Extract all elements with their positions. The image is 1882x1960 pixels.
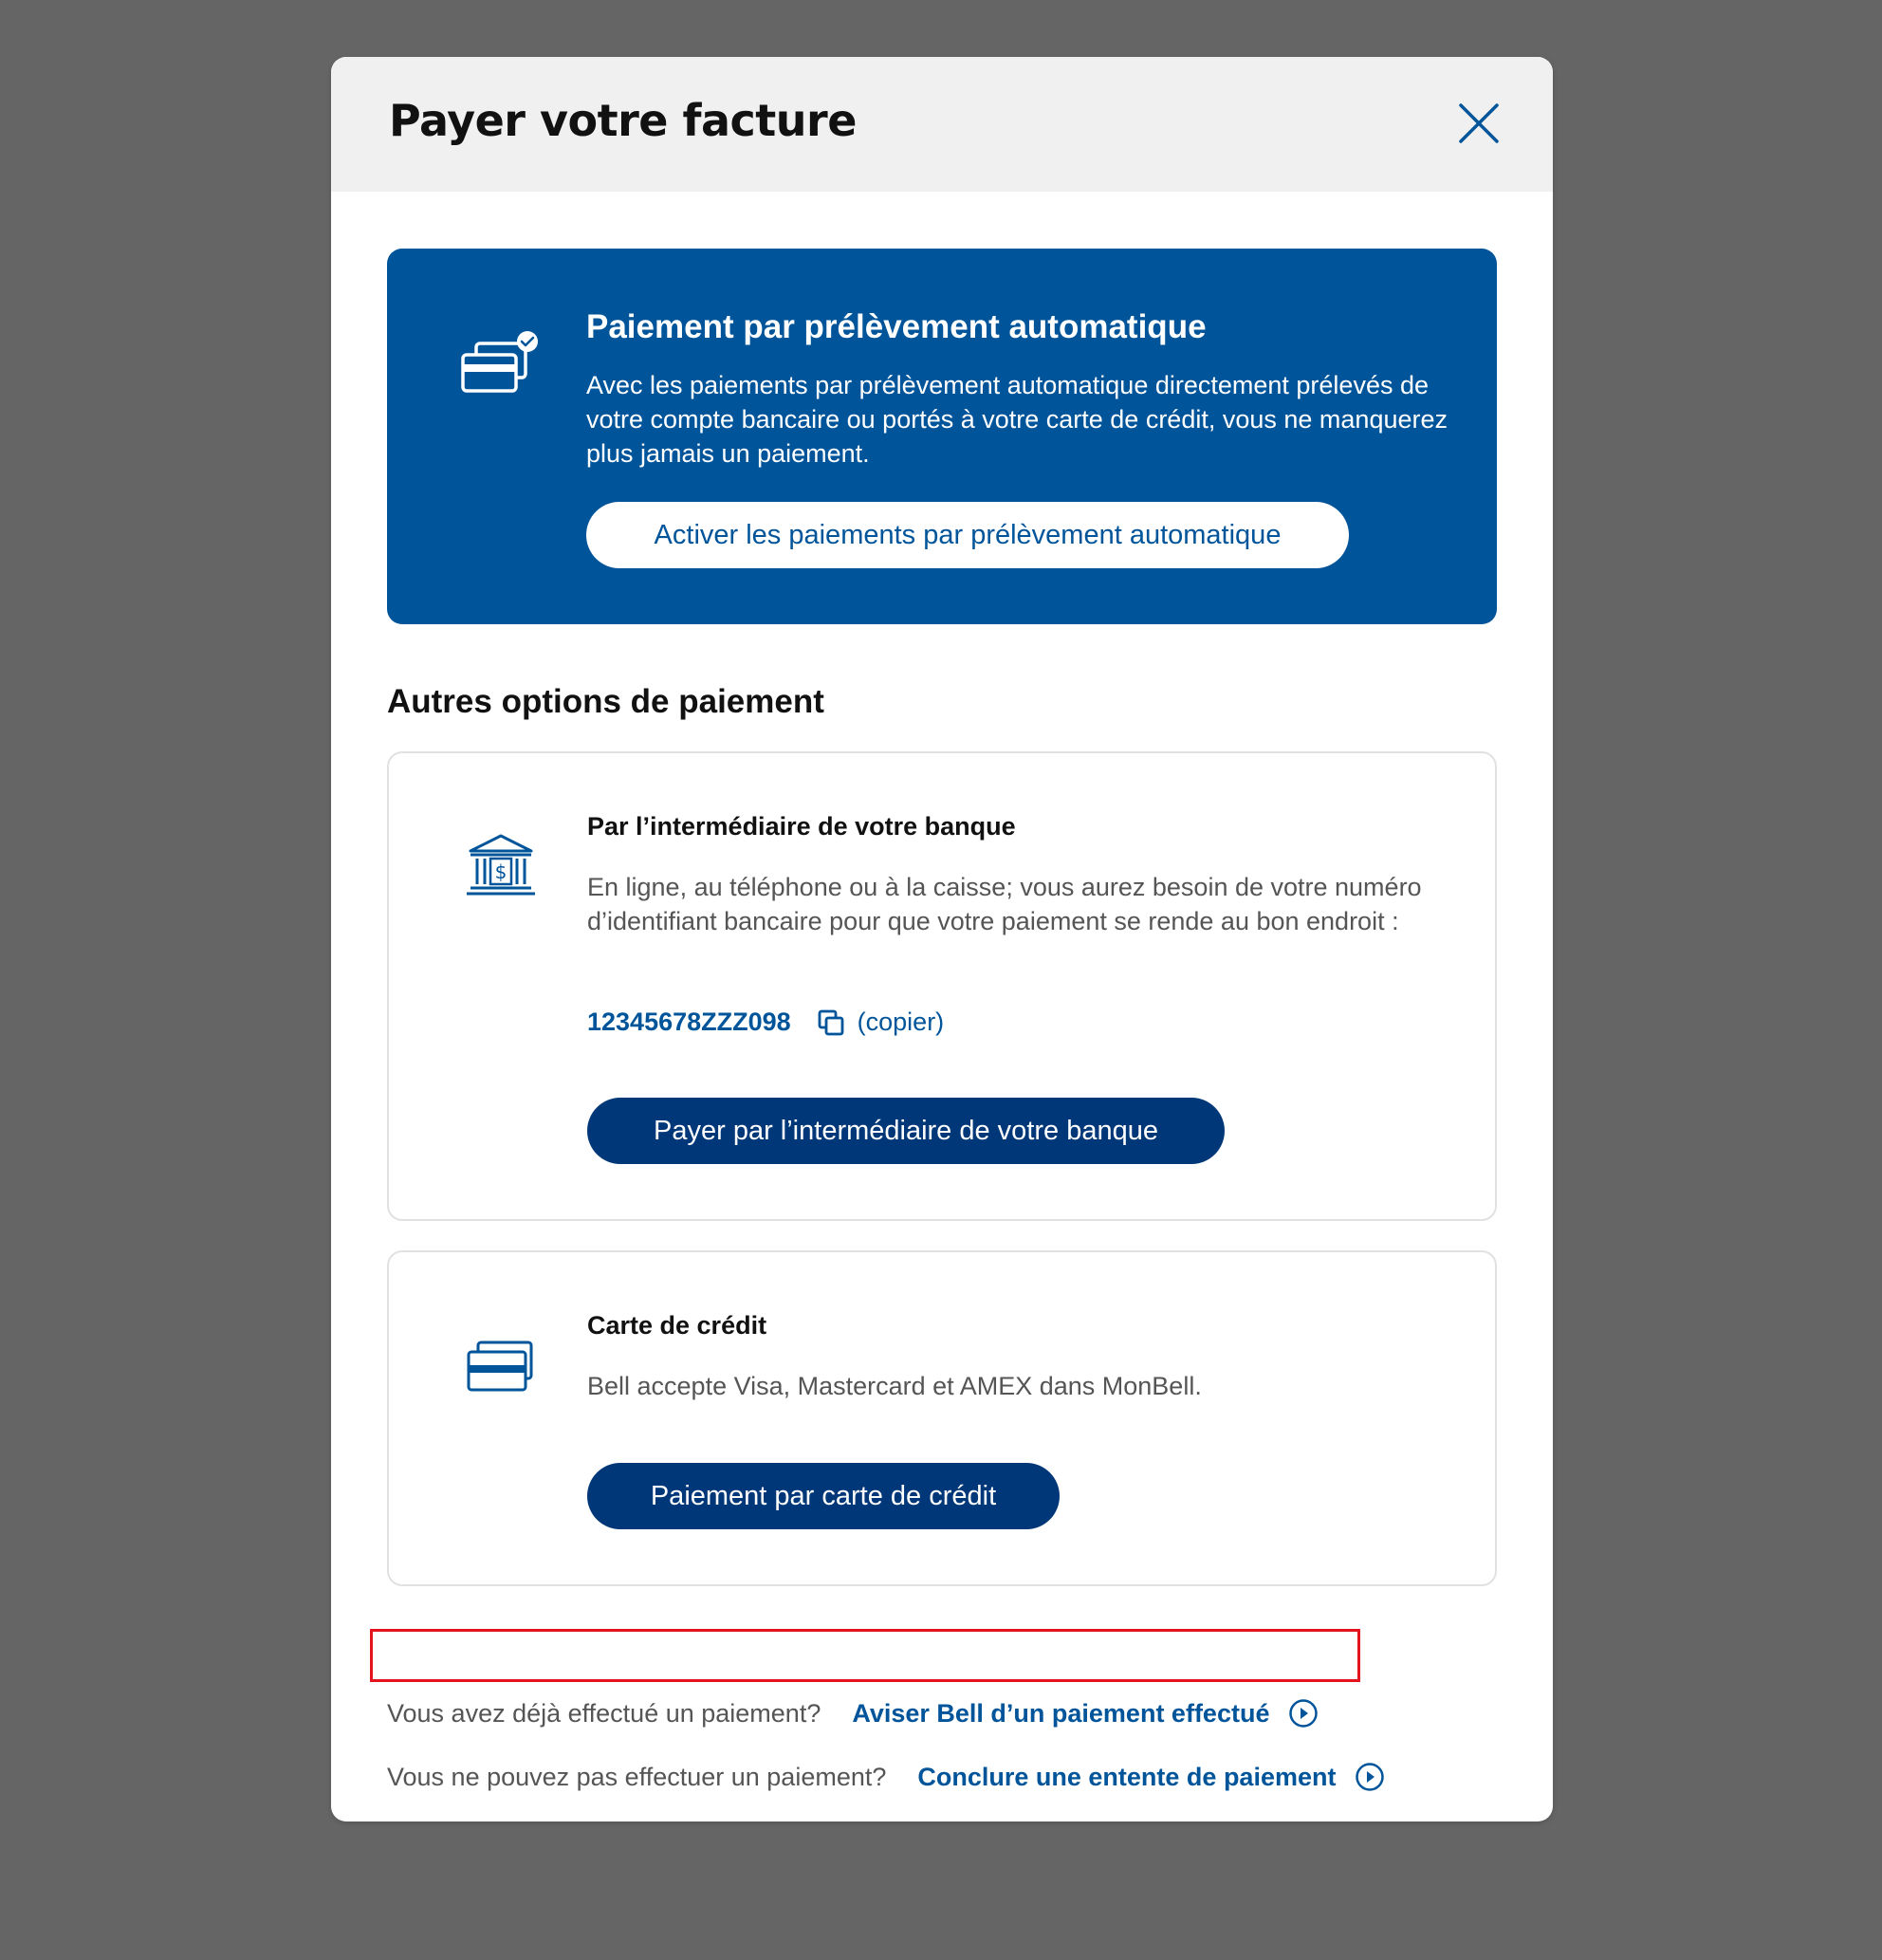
pay-by-credit-card-button[interactable]: Paiement par carte de crédit [587, 1463, 1060, 1529]
svg-text:$: $ [494, 860, 507, 883]
bank-identifier: 12345678ZZZ098 [587, 1008, 791, 1036]
other-options-title: Autres options de paiement [387, 683, 824, 720]
modal-title: Payer votre facture [389, 95, 857, 146]
payment-arrangement-link[interactable]: Conclure une entente de paiement [917, 1762, 1337, 1791]
notify-payment-link[interactable]: Aviser Bell d’un paiement effectué [852, 1698, 1270, 1728]
copy-icon[interactable] [818, 1009, 844, 1036]
notify-payment-row [387, 1698, 1319, 1729]
arrow-circle-right-icon[interactable] [1355, 1762, 1385, 1792]
payment-arrangement-question: Vous ne pouvez pas effectuer un paiement? [387, 1762, 887, 1791]
credit-card-payment-card [387, 1250, 1497, 1586]
credit-cards-icon [465, 1337, 537, 1403]
copy-link[interactable]: (copier) [857, 1008, 945, 1036]
notify-payment-question: Vous avez déjà effectué un paiement? [387, 1698, 821, 1728]
highlight-box [370, 1629, 1360, 1682]
bank-payment-card [387, 751, 1497, 1221]
payment-arrangement-row [387, 1762, 1385, 1792]
credit-card-title: Carte de crédit [587, 1311, 767, 1340]
bank-card-title: Par l’intermédiaire de votre banque [587, 812, 1016, 841]
bank-icon [465, 833, 537, 899]
close-icon [1456, 101, 1502, 146]
bank-id-row [587, 1008, 944, 1037]
modal-header [331, 57, 1553, 192]
autopay-title: Paiement par prélèvement automatique [586, 308, 1207, 345]
credit-card-check-icon [461, 330, 541, 398]
autopay-description: Avec les paiements par prélèvement automatique directement prélevés de votre compte bancaire ou portés à votre carte de crédit, vous ne manquerez plus jamais un paiement. [586, 371, 1448, 468]
pay-bill-modal [331, 57, 1553, 1821]
close-button[interactable] [1456, 101, 1502, 146]
credit-card-description: Bell accepte Visa, Mastercard et AMEX dans MonBell. [587, 1372, 1202, 1400]
bank-card-description: En ligne, au téléphone ou à la caisse; vous aurez besoin de votre numéro d’identifiant bancaire pour que votre paiement se rende au bon endroit : [587, 873, 1422, 935]
activate-autopay-button[interactable]: Activer les paiements par prélèvement automatique [586, 502, 1349, 568]
pay-via-bank-button[interactable]: Payer par l’intermédiaire de votre banque [587, 1098, 1225, 1164]
arrow-circle-right-icon[interactable] [1288, 1698, 1319, 1729]
autopay-promo [387, 249, 1497, 624]
